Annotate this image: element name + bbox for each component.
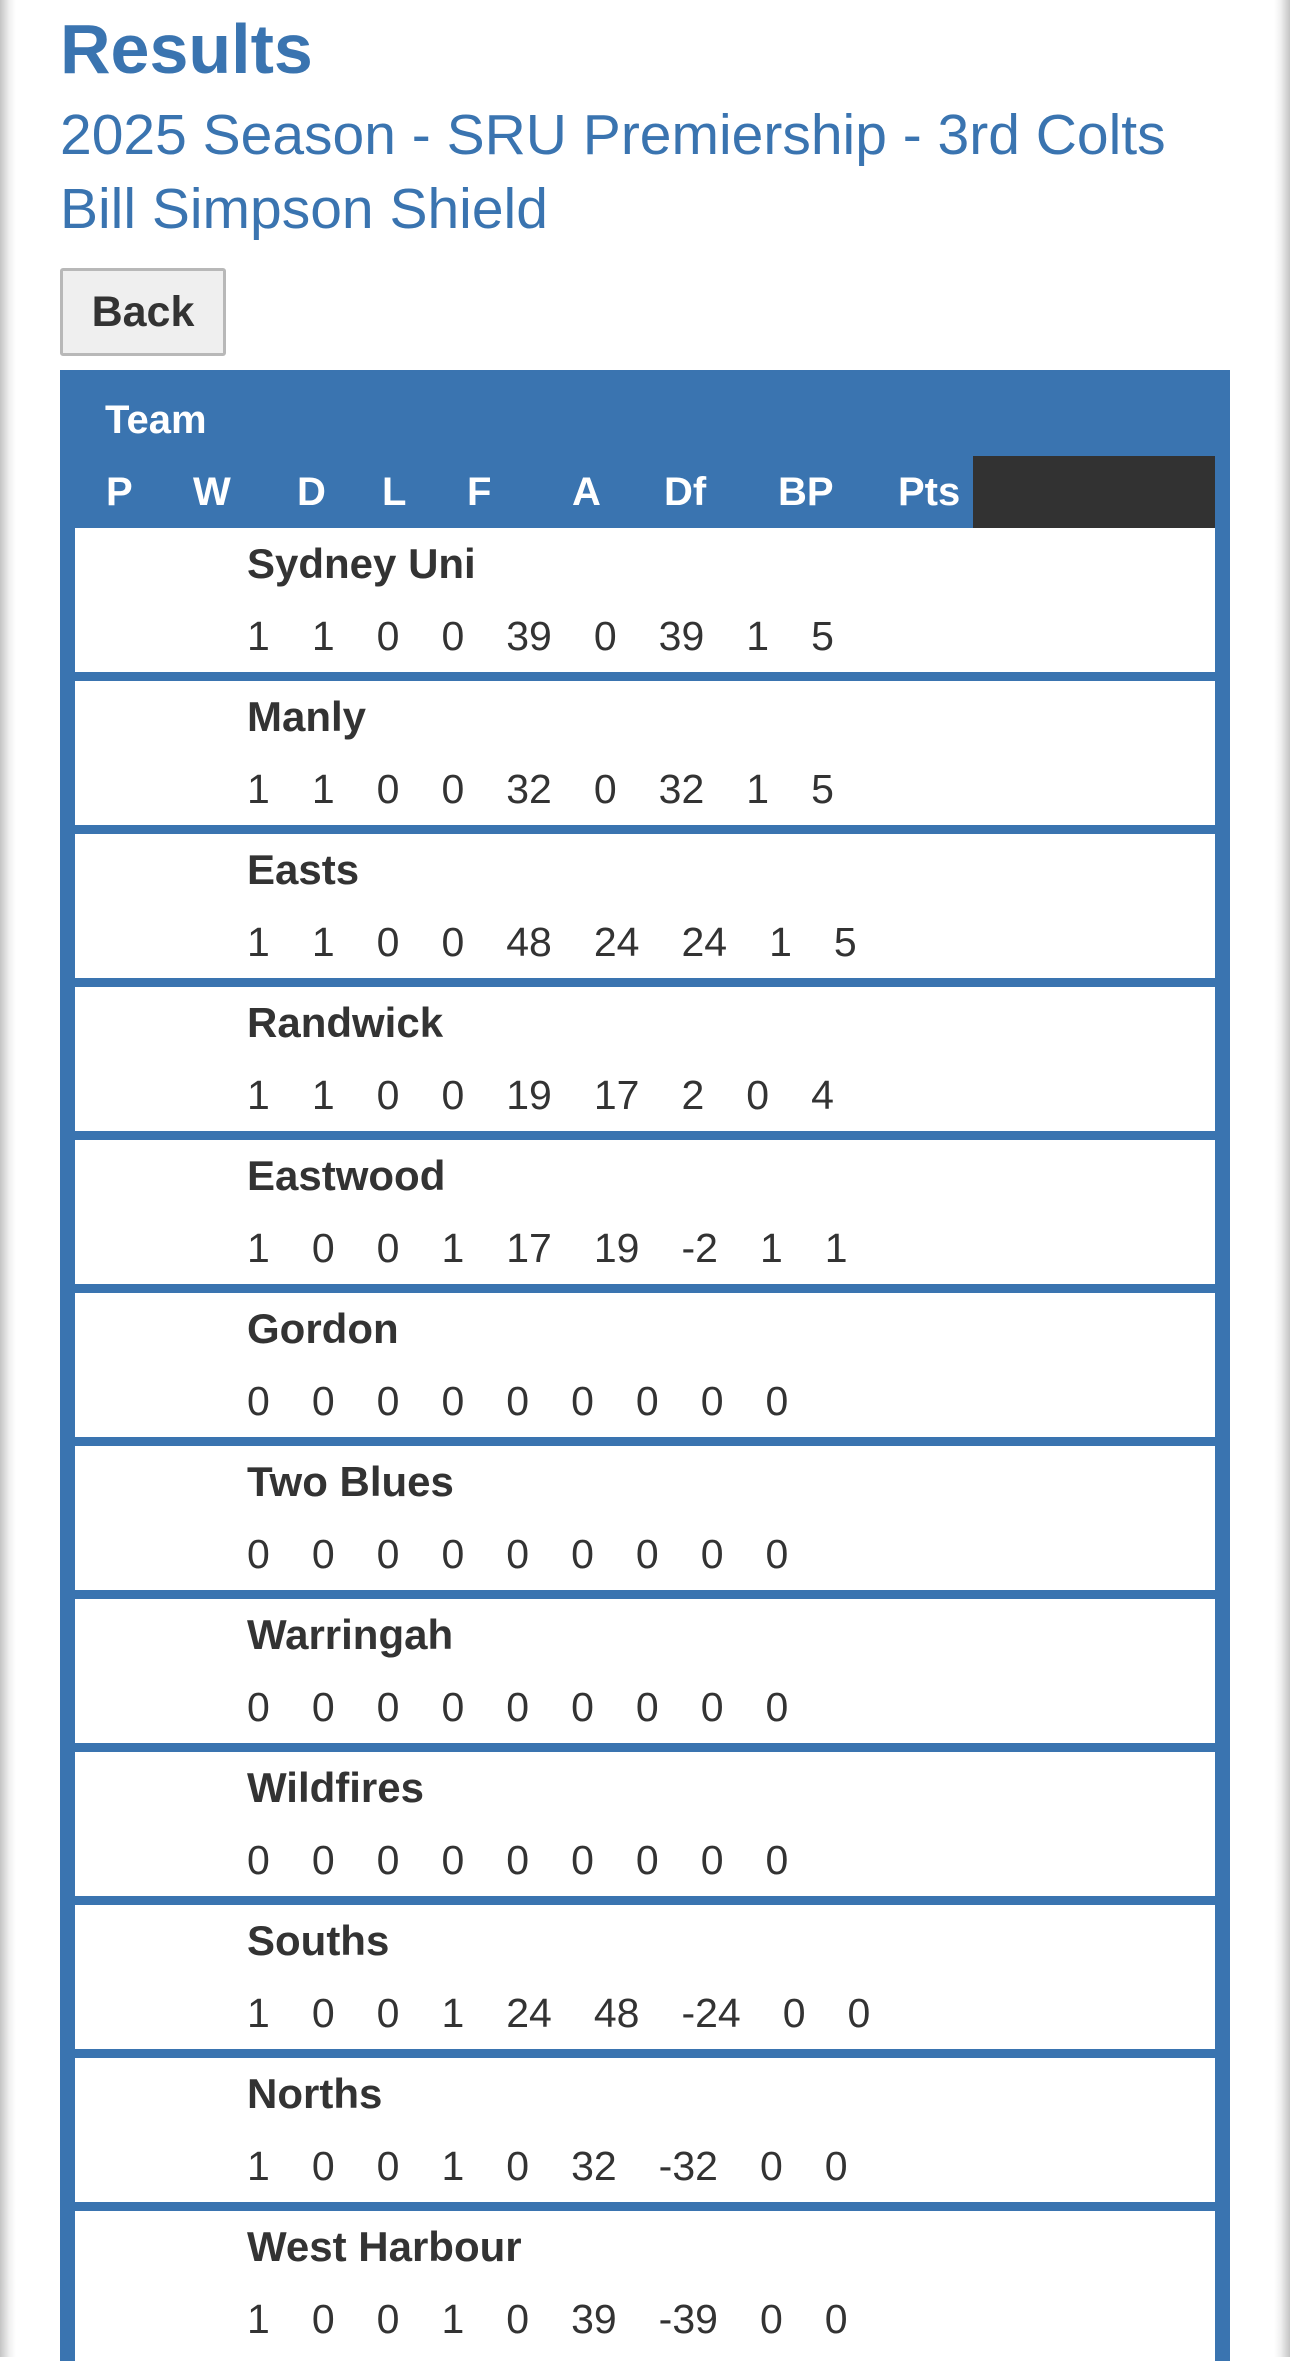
competition-subtitle <box>60 98 1230 246</box>
stat-w: 0 <box>311 1684 335 1730</box>
stat-a: 24 <box>593 919 640 965</box>
team-stats <box>247 2293 890 2345</box>
column-header-pts: Pts <box>898 470 961 514</box>
team-name: Souths <box>247 1917 390 1964</box>
team-stats <box>247 763 876 815</box>
page-title: Results <box>60 10 313 88</box>
stat-w: 0 <box>311 1225 335 1271</box>
stat-w: 0 <box>311 1837 335 1883</box>
stat-df: 24 <box>681 919 728 965</box>
table-row <box>75 2058 1215 2202</box>
stat-bp: 0 <box>700 1837 724 1883</box>
stat-l: 0 <box>441 919 465 965</box>
team-stats <box>247 916 899 968</box>
stat-a: 0 <box>593 613 617 659</box>
table-row <box>75 1140 1215 1284</box>
stat-w: 1 <box>311 613 335 659</box>
table-row <box>75 834 1215 978</box>
stat-l: 1 <box>441 1225 465 1271</box>
stat-f: 0 <box>506 2143 530 2189</box>
team-name: Warringah <box>247 1611 454 1658</box>
stat-l: 0 <box>441 1072 465 1118</box>
team-name: Wildfires <box>247 1764 424 1811</box>
team-name: Manly <box>247 693 367 740</box>
stat-bp: 0 <box>759 2143 783 2189</box>
stat-p: 1 <box>247 613 270 659</box>
team-name: West Harbour <box>247 2223 522 2270</box>
stat-l: 0 <box>441 1684 465 1730</box>
team-name: Easts <box>247 846 360 893</box>
team-name: Eastwood <box>247 1152 446 1199</box>
stat-l: 0 <box>441 766 465 812</box>
team-name: Randwick <box>247 999 444 1046</box>
stat-l: 0 <box>441 1837 465 1883</box>
stat-d: 0 <box>376 1531 400 1577</box>
header-dark-block <box>973 456 1215 528</box>
page-right-shadow <box>1274 0 1290 2357</box>
stat-d: 0 <box>376 1072 400 1118</box>
team-column-header: Team <box>105 398 207 442</box>
stat-pts: 0 <box>847 1990 871 2036</box>
team-name: Norths <box>247 2070 383 2117</box>
stat-p: 1 <box>247 1990 270 2036</box>
stat-column-headers <box>75 456 1215 528</box>
stat-df: 0 <box>635 1684 659 1730</box>
stat-df: -24 <box>681 1990 741 2036</box>
stat-d: 0 <box>376 1378 400 1424</box>
stat-d: 0 <box>376 2296 400 2342</box>
team-rows <box>75 528 1215 2361</box>
page-left-shadow <box>0 0 16 2357</box>
stat-a: 19 <box>593 1225 640 1271</box>
stat-d: 0 <box>376 1225 400 1271</box>
stat-p: 1 <box>247 1225 270 1271</box>
team-stats <box>247 1681 830 1733</box>
team-name: Gordon <box>247 1305 399 1352</box>
column-header-df: Df <box>664 470 707 514</box>
stat-pts: 5 <box>811 613 834 659</box>
stat-pts: 0 <box>765 1531 789 1577</box>
team-stats <box>247 1528 830 1580</box>
stat-pts: 0 <box>765 1378 789 1424</box>
stat-l: 0 <box>441 1378 465 1424</box>
stat-w: 0 <box>311 2296 335 2342</box>
stat-p: 1 <box>247 2143 270 2189</box>
team-stats <box>247 1069 876 1121</box>
column-header-l: L <box>382 470 407 514</box>
stat-f: 48 <box>506 919 552 965</box>
team-stats <box>247 1375 830 1427</box>
stat-a: 32 <box>571 2143 617 2189</box>
stat-f: 17 <box>506 1225 552 1271</box>
stat-f: 32 <box>506 766 552 812</box>
table-row <box>75 681 1215 825</box>
standings-table <box>60 370 1230 2361</box>
team-stats <box>247 1834 830 1886</box>
stat-l: 1 <box>441 2143 465 2189</box>
stat-d: 0 <box>376 1837 400 1883</box>
stat-df: -2 <box>681 1225 718 1271</box>
team-name: Sydney Uni <box>247 540 476 587</box>
stat-f: 0 <box>506 1378 530 1424</box>
stat-pts: 5 <box>833 919 857 965</box>
stat-d: 0 <box>376 1684 400 1730</box>
stat-bp: 1 <box>769 919 792 965</box>
stat-bp: 0 <box>759 2296 783 2342</box>
table-row <box>75 1752 1215 1896</box>
stat-f: 19 <box>506 1072 552 1118</box>
stat-f: 0 <box>506 2296 530 2342</box>
stat-df: 0 <box>635 1837 659 1883</box>
stat-df: 0 <box>635 1531 659 1577</box>
stat-w: 0 <box>311 2143 335 2189</box>
stat-pts: 1 <box>824 1225 848 1271</box>
results-page <box>60 0 1230 2361</box>
table-row <box>75 528 1215 672</box>
stat-w: 0 <box>311 1378 335 1424</box>
stat-bp: 0 <box>782 1990 806 2036</box>
stat-bp: 1 <box>746 766 770 812</box>
stat-p: 1 <box>247 766 270 812</box>
stat-l: 0 <box>441 1531 465 1577</box>
stat-df: 32 <box>658 766 705 812</box>
table-row <box>75 987 1215 1131</box>
stat-a: 17 <box>593 1072 640 1118</box>
stat-p: 1 <box>247 1072 270 1118</box>
stat-pts: 0 <box>824 2296 848 2342</box>
stat-a: 0 <box>571 1531 594 1577</box>
table-row <box>75 1293 1215 1437</box>
stat-a: 0 <box>571 1684 594 1730</box>
stat-pts: 0 <box>824 2143 848 2189</box>
stat-bp: 0 <box>700 1378 724 1424</box>
stat-l: 1 <box>441 2296 465 2342</box>
team-stats <box>247 1222 890 1274</box>
table-row <box>75 2211 1215 2361</box>
stat-d: 0 <box>376 766 400 812</box>
stat-p: 0 <box>247 1837 270 1883</box>
stat-a: 0 <box>593 766 617 812</box>
stat-w: 1 <box>311 766 335 812</box>
stat-l: 1 <box>441 1990 465 2036</box>
stat-a: 39 <box>571 2296 617 2342</box>
stat-df: -39 <box>658 2296 718 2342</box>
team-stats <box>247 1987 912 2039</box>
stat-df: 0 <box>635 1378 659 1424</box>
column-header-bp: BP <box>778 470 834 514</box>
back-button[interactable]: Back <box>60 268 226 356</box>
stat-bp: 1 <box>759 1225 783 1271</box>
stat-f: 0 <box>506 1684 530 1730</box>
stat-pts: 0 <box>765 1837 789 1883</box>
stat-pts: 5 <box>811 766 834 812</box>
team-name: Two Blues <box>247 1458 454 1505</box>
stat-bp: 0 <box>746 1072 770 1118</box>
team-stats <box>247 2140 890 2192</box>
stat-w: 0 <box>311 1531 335 1577</box>
stat-d: 0 <box>376 1990 400 2036</box>
column-header-a: A <box>572 470 601 514</box>
stat-pts: 4 <box>811 1072 834 1118</box>
stat-p: 0 <box>247 1684 270 1730</box>
stat-p: 1 <box>247 2296 270 2342</box>
column-header-p: P <box>106 470 133 514</box>
stat-p: 1 <box>247 919 270 965</box>
stat-a: 0 <box>571 1378 594 1424</box>
stat-w: 1 <box>311 919 335 965</box>
column-header-d: D <box>297 470 326 514</box>
subtitle-line-season: 2025 Season - SRU Premiership - 3rd Colts <box>60 103 1166 167</box>
stat-w: 0 <box>311 1990 335 2036</box>
stat-d: 0 <box>376 919 400 965</box>
stat-f: 0 <box>506 1531 530 1577</box>
stat-w: 1 <box>311 1072 335 1118</box>
stat-df: -32 <box>658 2143 718 2189</box>
stat-df: 2 <box>681 1072 705 1118</box>
column-header-f: F <box>467 470 492 514</box>
stat-bp: 0 <box>700 1684 724 1730</box>
stat-f: 24 <box>506 1990 552 2036</box>
stat-d: 0 <box>376 613 400 659</box>
stat-f: 39 <box>506 613 552 659</box>
stat-p: 0 <box>247 1378 270 1424</box>
stat-p: 0 <box>247 1531 270 1577</box>
stat-df: 39 <box>658 613 705 659</box>
stat-a: 0 <box>571 1837 594 1883</box>
stat-bp: 1 <box>746 613 770 659</box>
stat-l: 0 <box>441 613 465 659</box>
stat-f: 0 <box>506 1837 530 1883</box>
table-row <box>75 1599 1215 1743</box>
stat-a: 48 <box>593 1990 640 2036</box>
team-stats <box>247 610 876 662</box>
subtitle-line-shield: Bill Simpson Shield <box>60 177 548 241</box>
stat-d: 0 <box>376 2143 400 2189</box>
table-row <box>75 1905 1215 2049</box>
table-row <box>75 1446 1215 1590</box>
column-header-w: W <box>193 470 231 514</box>
stat-bp: 0 <box>700 1531 724 1577</box>
stat-pts: 0 <box>765 1684 789 1730</box>
